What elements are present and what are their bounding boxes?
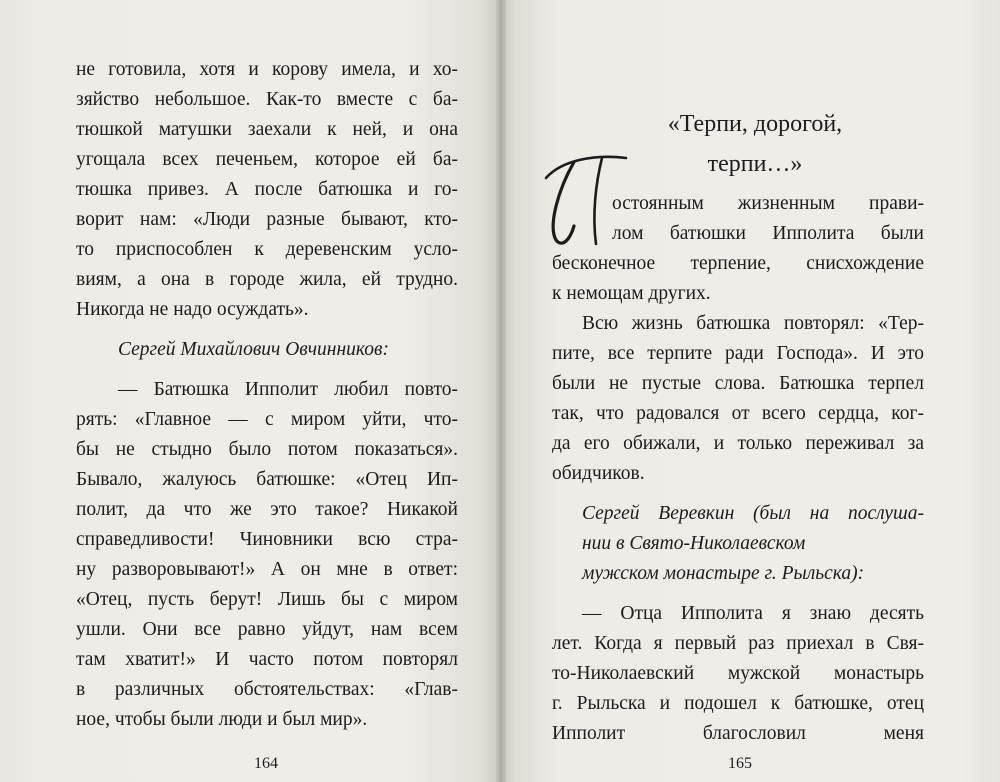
- text-line: «Отец, пусть берут! Лишь бы с миром: [76, 589, 458, 610]
- text-line: остоянным жизненным прави-: [612, 193, 924, 214]
- speaker-name: Сергей Михайлович Овчинников:: [118, 339, 389, 360]
- speaker-line: Сергей Веревкин (был на послуша-: [582, 503, 924, 524]
- text-line: виям, а она в городе жила, ей трудно.: [76, 269, 458, 290]
- text-line: тюшка привез. А после батюшка и го-: [76, 179, 458, 200]
- text-line: Бывало, жалуюсь батюшке: «Отец Ип-: [76, 469, 458, 490]
- text-line: справедливости! Чиновники всю стра-: [76, 529, 458, 550]
- text-line: — Батюшка Ипполит любил повто-: [118, 379, 458, 400]
- chapter-title-line2: терпи…»: [707, 151, 803, 177]
- text-line: пите, все терпите ради Господа». И это: [552, 343, 924, 364]
- text-line: полит, да что же это такое? Никакой: [76, 499, 458, 520]
- book-gutter: [496, 0, 506, 782]
- text-line: лет. Когда я первый раз приехал в Свя-: [552, 633, 924, 654]
- text-line: ворит нам: «Люди разные бывают, кто-: [76, 209, 458, 230]
- text-line: то-Николаевский мужской монастырь: [552, 663, 924, 684]
- text-line: да его обижали, и только переживал за: [552, 433, 924, 454]
- page-number-right: 165: [728, 755, 752, 772]
- text-line: г. Рыльска и подошел к батюшке, отец: [552, 693, 924, 714]
- text-line: ное, чтобы были люди и был мир».: [76, 709, 368, 730]
- text-line: рять: «Главное — с миром уйти, что-: [76, 409, 458, 430]
- text-line: не готовила, хотя и корову имела, и хо-: [76, 59, 458, 80]
- text-line: — Отца Ипполита я знаю десять: [582, 603, 924, 624]
- text-line: ушли. Они все равно уйдут, нам всем: [76, 619, 458, 640]
- text-line: бесконечное терпение, снисхождение: [552, 253, 924, 274]
- text-line: зяйство небольшое. Как-то вместе с ба-: [76, 89, 458, 110]
- speaker-line: мужском монастыре г. Рыльска):: [582, 563, 865, 584]
- chapter-title-line1: «Терпи, дорогой,: [667, 111, 843, 137]
- text-line: были не пустые слова. Батюшка терпел: [552, 373, 924, 394]
- text-line: тюшкой матушки заехали к ней, и она: [76, 119, 458, 140]
- text-line: так, что радовался от всего сердца, ког-: [552, 403, 924, 424]
- text-line: то приспособлен к деревенским усло-: [76, 239, 458, 260]
- speaker-line: нии в Свято-Николаевском: [582, 533, 806, 554]
- text-line: Никогда не надо осуждать».: [76, 299, 309, 320]
- text-line: там хватит!» И часто потом повторял: [76, 649, 458, 670]
- page-number-left: 164: [254, 755, 278, 772]
- text-line: в различных обстоятельствах: «Глав-: [76, 679, 458, 700]
- text-line: к немощам других.: [552, 283, 711, 304]
- text-line: ну разворовывают!» А он мне в ответ:: [76, 559, 458, 580]
- text-line: Всю жизнь батюшка повторял: «Тер-: [582, 313, 924, 334]
- text-line: лом батюшки Ипполита были: [612, 223, 924, 244]
- text-line: бы не стыдно было потом показаться».: [76, 439, 458, 460]
- text-line: угощала всех печеньем, которое ей ба-: [76, 149, 458, 170]
- text-line: обидчиков.: [552, 463, 645, 484]
- text-line: Ипполит благословил меня: [552, 723, 924, 744]
